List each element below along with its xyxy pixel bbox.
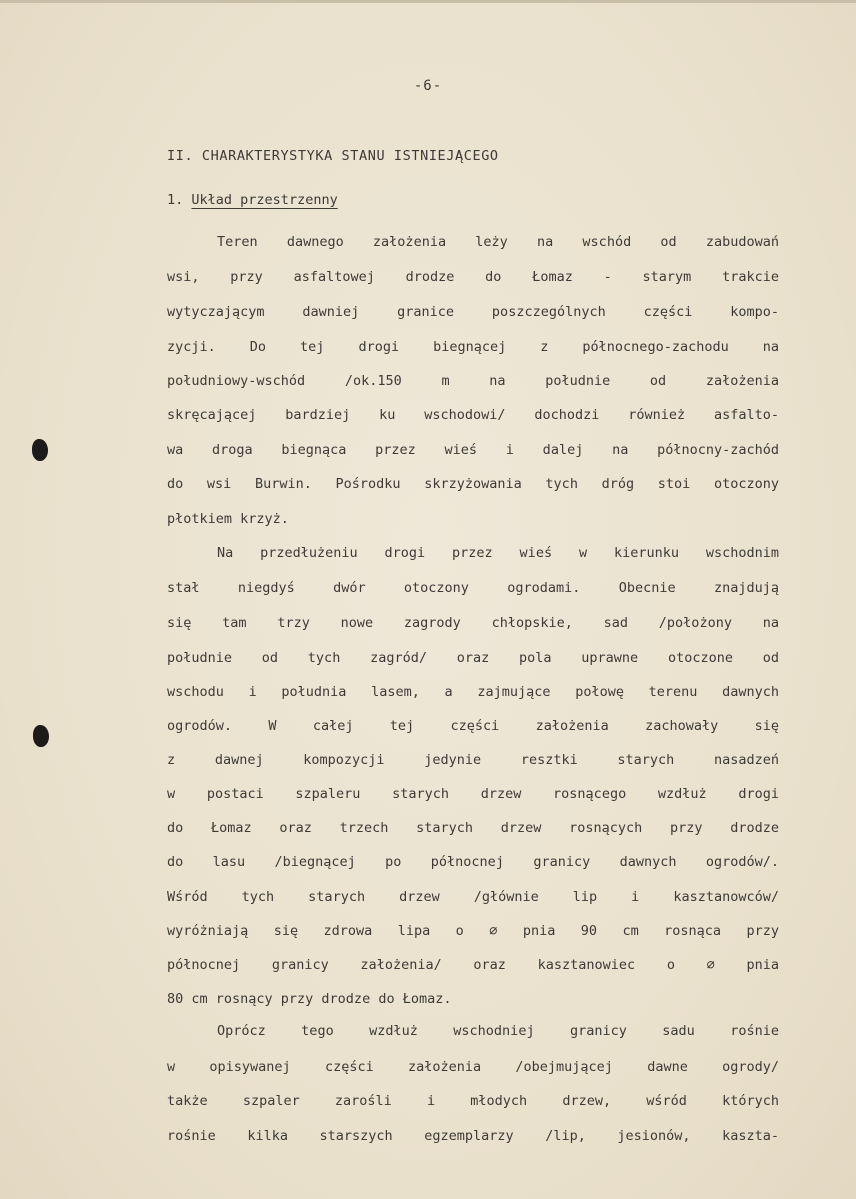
text-line: skręcającej bardziej ku wschodowi/ dochodzi również asfalto- <box>167 407 779 423</box>
page-top-edge <box>0 0 856 3</box>
text-line: ogrodów. W całej tej części założenia zachowały się <box>167 718 779 734</box>
text-line: stał niegdyś dwór otoczony ogrodami. Obecnie znajdują <box>167 580 779 596</box>
text-line: w opisywanej części założenia /obejmującej dawne ogrody/ <box>167 1059 779 1075</box>
text-line: wsi, przy asfaltowej drodze do Łomaz - starym trakcie <box>167 269 779 285</box>
text-line: w postaci szpaleru starych drzew rosnącego wzdłuż drogi <box>167 786 779 802</box>
text-line: się tam trzy nowe zagrody chłopskie, sad /położony na <box>167 615 779 631</box>
text-line: do Łomaz oraz trzech starych drzew rosnących przy drodze <box>167 820 779 836</box>
text-line: płotkiem krzyż. <box>167 511 289 527</box>
text-line: z dawnej kompozycji jedynie resztki starych nasadzeń <box>167 752 779 768</box>
section-heading: II. CHARAKTERYSTYKA STANU ISTNIEJĄCEGO <box>167 148 499 164</box>
text-line: zycji. Do tej drogi biegnącej z północnego-zachodu na <box>167 339 779 355</box>
text-line: wytyczającym dawniej granice poszczególnych części kompo- <box>167 304 779 320</box>
subheading-title: Układ przestrzenny <box>191 192 338 208</box>
text-line: do lasu /biegnącej po północnej granicy dawnych ogrodów/. <box>167 854 779 870</box>
text-line: wyróżniają się zdrowa lipa o ∅ pnia 90 cm rosnąca przy <box>167 923 779 939</box>
punch-hole-lower <box>33 725 49 747</box>
text-line: północnej granicy założenia/ oraz kasztanowiec o ∅ pnia <box>167 957 779 973</box>
page-number: -6- <box>413 78 443 94</box>
text-line: Na przedłużeniu drogi przez wieś w kierunku wschodnim <box>217 545 779 561</box>
text-line: 80 cm rosnący przy drodze do Łomaz. <box>167 991 452 1007</box>
subheading-number: 1. <box>167 192 184 208</box>
punch-hole-upper <box>32 439 48 461</box>
text-line: wa droga biegnąca przez wieś i dalej na północny-zachód <box>167 442 779 458</box>
text-line: Teren dawnego założenia leży na wschód od zabudowań <box>217 234 779 250</box>
text-line: Oprócz tego wzdłuż wschodniej granicy sadu rośnie <box>217 1023 779 1039</box>
subheading <box>167 192 338 208</box>
text-line: południe od tych zagród/ oraz pola uprawne otoczone od <box>167 650 779 666</box>
text-line: Wśród tych starych drzew /głównie lip i kasztanowców/ <box>167 889 779 905</box>
text-line: także szpaler zarośli i młodych drzew, wśród których <box>167 1093 779 1109</box>
text-line: południowy-wschód /ok.150 m na południe od założenia <box>167 373 779 389</box>
text-line: rośnie kilka starszych egzemplarzy /lip, jesionów, kaszta- <box>167 1128 779 1144</box>
text-line: wschodu i południa lasem, a zajmujące połowę terenu dawnych <box>167 684 779 700</box>
text-line: do wsi Burwin. Pośrodku skrzyżowania tych dróg stoi otoczony <box>167 476 779 492</box>
